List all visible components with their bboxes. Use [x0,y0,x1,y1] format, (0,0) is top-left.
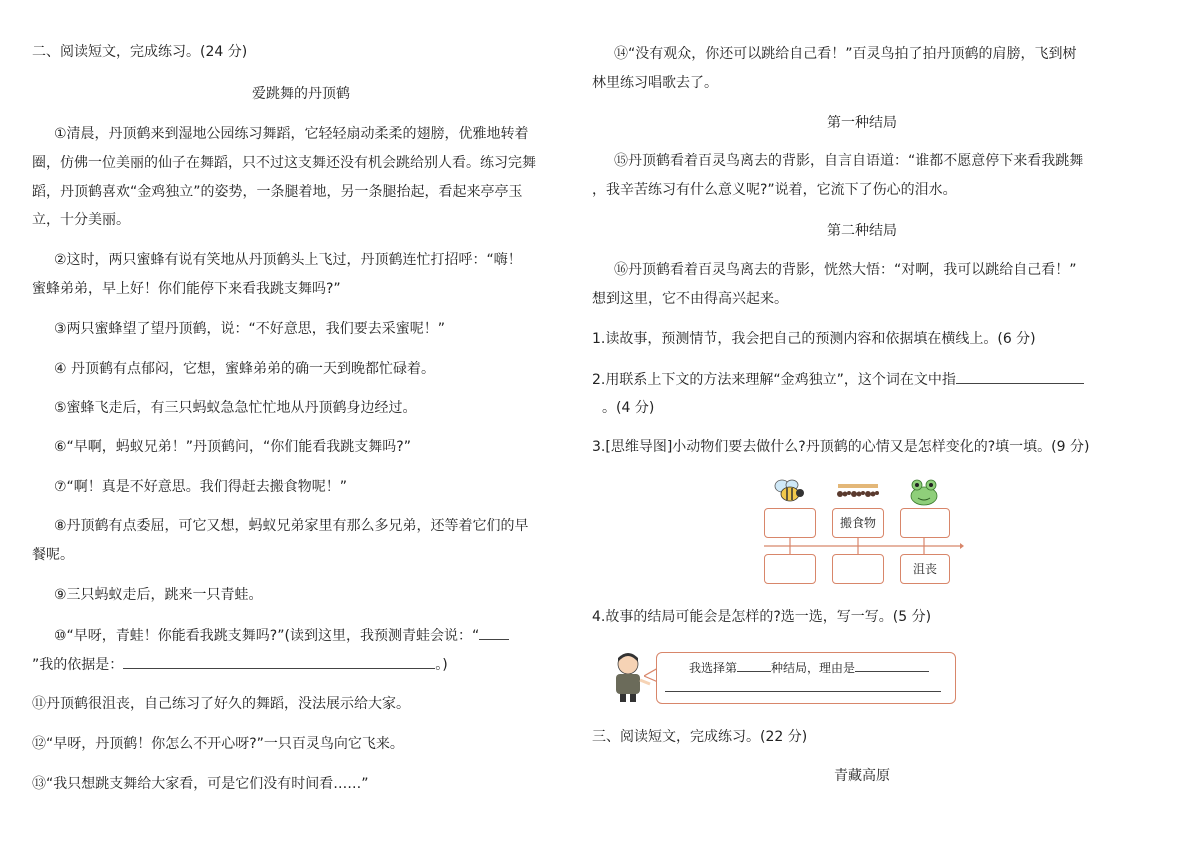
paragraph-9: ⑨三只蚂蚁走后，跳来一只青蛙。 [54,587,263,603]
section-3-title: 青藏高原 [834,768,890,784]
question-2-line-1: 2.用联系上下文的方法来理解“金鸡独立”，这个词在文中指 [592,369,1084,390]
paragraph-5: ⑤蜜蜂飞走后，有三只蚂蚁急急忙忙地从丹顶鹤身边经过。 [54,400,417,416]
ants-icon [834,480,882,504]
mind-map [764,476,964,586]
prediction-blank[interactable] [479,625,509,640]
paragraph-4: ④ 丹顶鹤有点郁闷，它想，蜜蜂弟弟的确一天到晚都忙碌着。 [54,361,435,377]
ending-choice-bubble: 我选择第 种结局，理由是 [656,652,956,704]
bee-activity-box[interactable] [764,508,816,538]
paragraph-11: ⑪丹顶鹤很沮丧，自己练习了好久的舞蹈，没法展示给大家。 [32,696,410,712]
paragraph-13: ⑬“我只想跳支舞给大家看，可是它们没有时间看……” [32,776,369,792]
ending-1-title: 第一种结局 [827,115,897,131]
ending-reason-line[interactable] [665,681,941,692]
frog-icon [906,476,942,506]
section-heading: 二、阅读短文，完成练习。(24 分) [32,44,248,60]
ending-number-blank[interactable] [737,659,771,672]
bee-icon [770,476,810,504]
paragraph-6: ⑥“早啊，蚂蚁兄弟！”丹顶鹤问，“你们能看我跳支舞吗?” [54,439,411,455]
reason-blank[interactable] [123,654,435,669]
question-3: 3.[思维导图]小动物们要去做什么?丹顶鹤的心情又是怎样变化的?填一填。(9 分) [592,439,1090,455]
question-1: 1.读故事，预测情节，我会把自己的预测内容和依据填在横线上。(6 分) [592,331,1036,347]
meaning-blank[interactable] [956,369,1084,384]
paragraph-12: ⑫“早呀，丹顶鹤！你怎么不开心呀?”一只百灵鸟向它飞来。 [32,736,404,752]
ending-2-title: 第二种结局 [827,223,897,239]
question-4: 4.故事的结局可能会是怎样的?选一选，写一写。(5 分) [592,609,932,625]
mood-box-2[interactable] [832,554,884,584]
question-2-line-2: 。(4 分) [602,400,655,416]
ant-activity-box: 搬食物 [832,508,884,538]
section-3-heading: 三、阅读短文，完成练习。(22 分) [592,729,808,745]
story-title: 爱跳舞的丹顶鹤 [252,86,350,102]
frog-activity-box[interactable] [900,508,950,538]
paragraph-7: ⑦“啊！真是不好意思。我们得赶去搬食物呢！” [54,479,348,495]
mood-box-1[interactable] [764,554,816,584]
mood-box-3: 沮丧 [900,554,950,584]
paragraph-3: ③两只蜜蜂望了望丹顶鹤，说：“不好意思，我们要去采蜜呢！” [54,321,446,337]
ending-reason-blank[interactable] [855,659,929,672]
